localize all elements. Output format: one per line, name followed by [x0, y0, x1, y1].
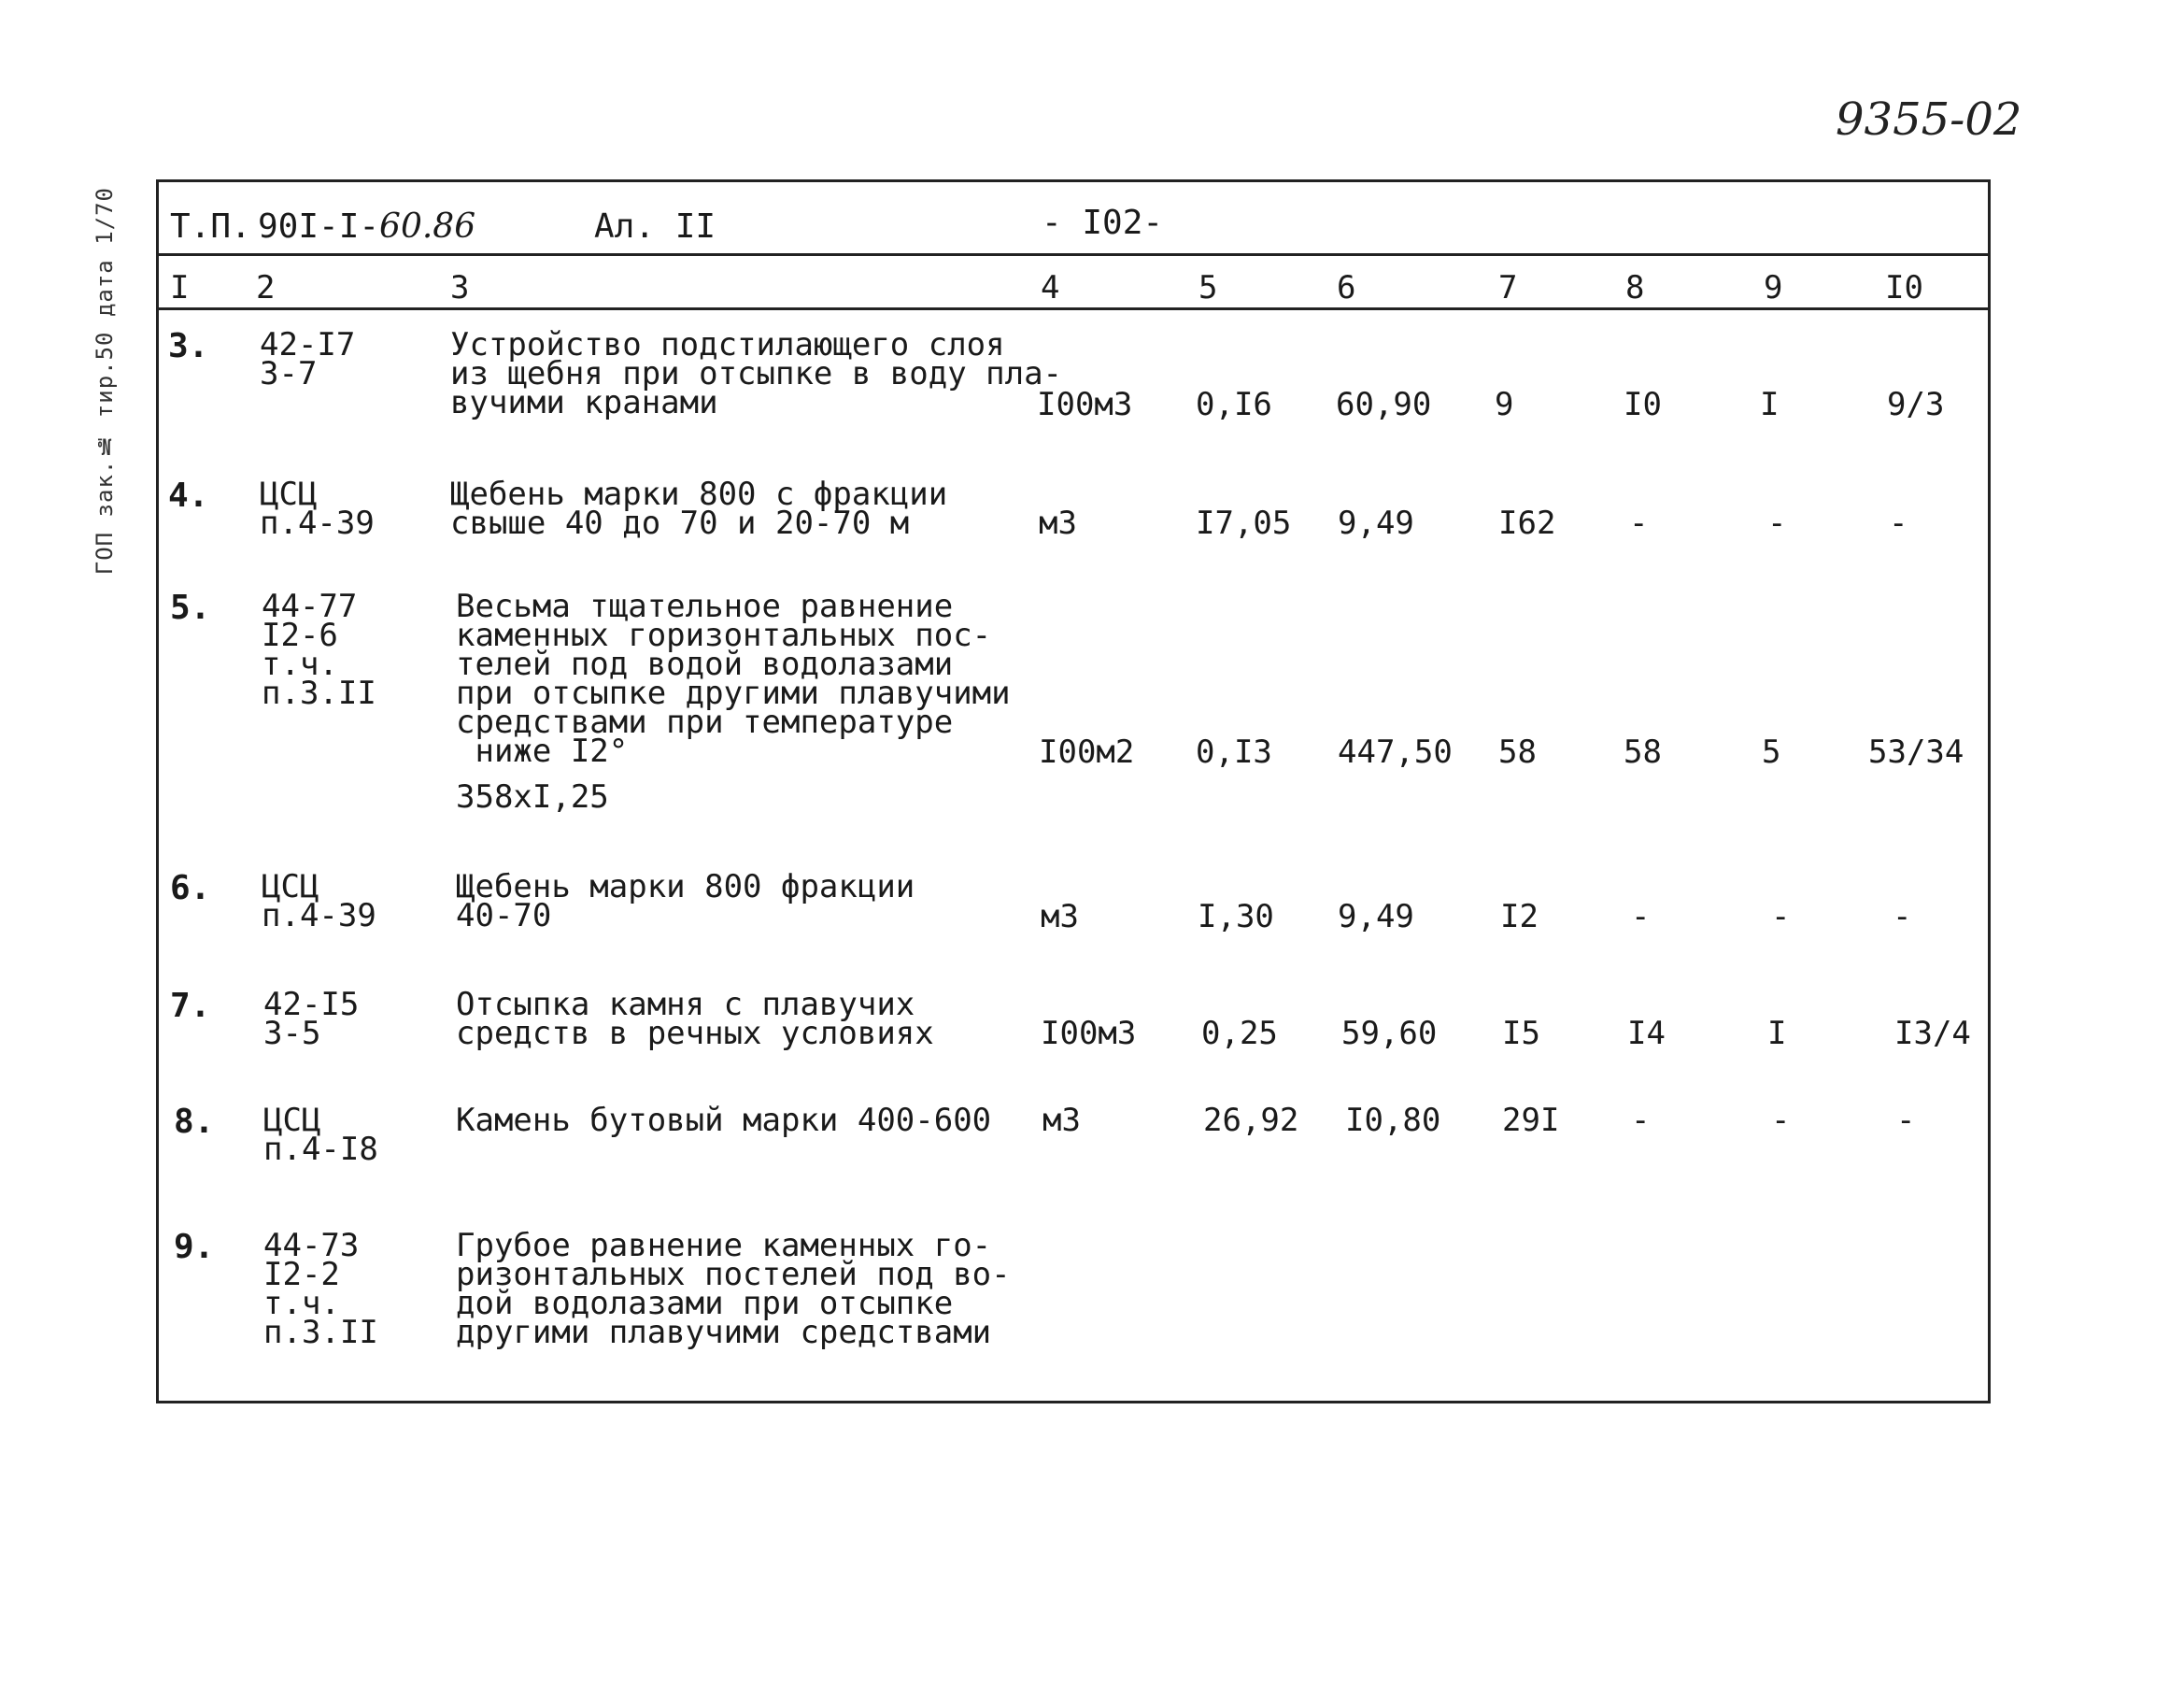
row-description: Камень бутовый марки 400-600 [456, 1102, 992, 1139]
row-description: Щебень марки 800 фракции 40-70 [456, 868, 915, 934]
row-description: Щебень марки 800 с фракции свыше 40 до 70 и 20-70 м [450, 476, 948, 542]
row-unit: м3 [1041, 898, 1079, 935]
column-number: 5 [1198, 269, 1218, 306]
row-price: 9,49 [1338, 898, 1414, 935]
column-number: 4 [1041, 269, 1060, 306]
row-col9: - [1771, 898, 1791, 935]
row-unit: м3 [1042, 1102, 1081, 1139]
column-number: 8 [1625, 269, 1645, 306]
document-number: 9355-02 [1836, 93, 2022, 146]
row-unit: I00м2 [1039, 734, 1135, 771]
row-description: Устройство подстилающего слоя из щебня при отсыпке в воду пла- вучими кранами [450, 326, 1063, 421]
row-number: 9. [174, 1228, 215, 1266]
row-col8: 58 [1624, 734, 1662, 771]
row-quantity: 0,25 [1201, 1015, 1278, 1052]
row-code: 42-I5 3-5 [263, 986, 360, 1052]
row-quantity: 26,92 [1203, 1102, 1299, 1139]
row-quantity: 0,I6 [1196, 386, 1272, 423]
row-unit: м3 [1039, 505, 1077, 542]
row-number: 3. [168, 327, 209, 365]
row-col7: I2 [1500, 898, 1539, 935]
row-col10: 9/3 [1887, 386, 1945, 423]
row-col7: 29I [1502, 1102, 1560, 1139]
tp-code-printed: 90I-I- [258, 207, 380, 246]
row-description: Весьма тщательное равнение каменных горизонтальных пос- телей под водой водолазами при отсыпке другими плавучими средствами при температуре ниже I2° [456, 588, 1011, 770]
row-code: ЦСЦ п.4-39 [260, 476, 375, 542]
column-number: 7 [1498, 269, 1518, 306]
row-price: 9,49 [1338, 505, 1414, 542]
row-description: Отсыпка камня с плавучих средств в речных условиях [456, 986, 934, 1052]
row-col8: - [1629, 505, 1649, 542]
row-quantity: 0,I3 [1196, 734, 1272, 771]
row-col9: - [1771, 1102, 1791, 1139]
row-price: I0,80 [1345, 1102, 1441, 1139]
column-number: 3 [450, 269, 470, 306]
row-col9: I [1767, 1015, 1787, 1052]
tp-code [258, 207, 475, 246]
row-price: 59,60 [1341, 1015, 1438, 1052]
column-number: I [170, 269, 190, 306]
column-number: 9 [1764, 269, 1783, 306]
row-col7: I5 [1502, 1015, 1540, 1052]
row-code: 44-73 I2-2 т.ч. п.3.II [263, 1227, 378, 1351]
page-number: - I02- [1042, 204, 1164, 242]
column-number: 6 [1337, 269, 1356, 306]
row-quantity: I,30 [1198, 898, 1274, 935]
row-col8: - [1631, 898, 1651, 935]
column-number: I0 [1885, 269, 1923, 306]
row-code: ЦСЦ п.4-I8 [263, 1102, 378, 1168]
row-code: ЦСЦ п.4-39 [262, 868, 376, 934]
row-number: 8. [174, 1103, 215, 1141]
estimate-table-frame [156, 179, 1991, 1403]
row-description: Грубое равнение каменных го- ризонтальных постелей под во- дой водолазами при отсыпке другими плавучими средствами [456, 1227, 1011, 1351]
column-number-divider [159, 307, 1988, 310]
margin-note: ГОП зак.№ тир.50 дата 1/70 [92, 187, 118, 576]
row-number: 7. [170, 987, 211, 1025]
row-col7: 58 [1498, 734, 1537, 771]
row-col10: I3/4 [1894, 1015, 1971, 1052]
row-col10: 53/34 [1868, 734, 1964, 771]
row-price: 447,50 [1338, 734, 1453, 771]
row-col9: - [1767, 505, 1787, 542]
row-unit: I00м3 [1037, 386, 1133, 423]
row-col10: - [1896, 1102, 1916, 1139]
tp-code-handwritten: 60.86 [379, 207, 476, 246]
row-col10: - [1889, 505, 1908, 542]
row-col8: I4 [1627, 1015, 1666, 1052]
row-col9: 5 [1762, 734, 1781, 771]
row-col8: I0 [1624, 386, 1662, 423]
row-col7: I62 [1498, 505, 1556, 542]
header-divider [159, 253, 1988, 256]
row-number: 4. [168, 477, 209, 515]
row-quantity: I7,05 [1196, 505, 1292, 542]
row-unit: I00м3 [1041, 1015, 1137, 1052]
row-col8: - [1631, 1102, 1651, 1139]
row-col7: 9 [1495, 386, 1514, 423]
row-code: 44-77 I2-6 т.ч. п.3.II [262, 588, 376, 712]
row-price: 60,90 [1336, 386, 1432, 423]
row-extra-formula: 358хI,25 [456, 778, 609, 816]
album-label: Ал. II [594, 207, 716, 246]
row-number: 6. [170, 869, 211, 907]
row-col10: - [1893, 898, 1912, 935]
tp-label: Т.П. [170, 207, 251, 246]
row-code: 42-I7 3-7 [260, 326, 356, 392]
row-col9: I [1760, 386, 1780, 423]
row-number: 5. [170, 589, 211, 627]
column-number: 2 [256, 269, 276, 306]
